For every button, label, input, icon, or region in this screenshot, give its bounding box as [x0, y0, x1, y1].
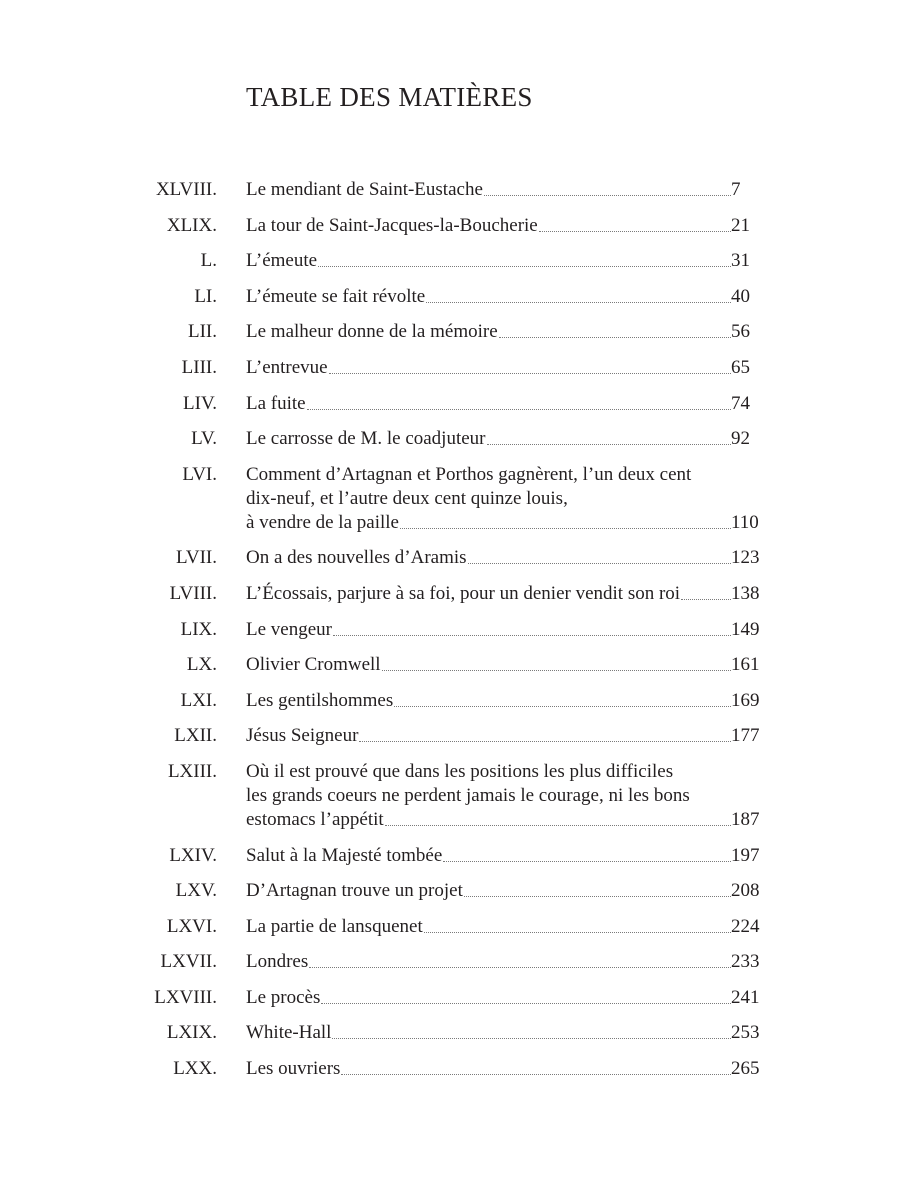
- chapter-title-final-line: [246, 356, 761, 380]
- chapter-title-line: Les gentilshommes: [246, 689, 394, 711]
- chapter-entry-body: [246, 950, 761, 974]
- chapter-numeral: LXIX.: [166, 1022, 217, 1044]
- chapter-title-line: Olivier Cromwell: [246, 654, 381, 676]
- toc-entry: [0, 320, 900, 356]
- dot-leader: [318, 266, 731, 267]
- chapter-numeral: LXVIII.: [154, 986, 217, 1008]
- chapter-numeral: LII.: [187, 321, 217, 343]
- chapter-entry-body: [246, 427, 761, 451]
- chapter-entry-body: [246, 392, 761, 416]
- page-number: 161: [731, 654, 760, 676]
- page-number: 169: [731, 689, 760, 711]
- chapter-numeral: LXIV.: [169, 844, 217, 866]
- toc-entry: [0, 618, 900, 654]
- chapter-title-final-line: [246, 546, 761, 570]
- chapter-numeral: LIV.: [183, 392, 217, 414]
- chapter-title-final-line: [246, 1057, 761, 1081]
- chapter-title-line: Les ouvriers: [246, 1058, 341, 1080]
- chapter-entry-body: [246, 618, 761, 642]
- toc-entry: [0, 582, 900, 618]
- chapter-title-final-line: [246, 653, 761, 677]
- chapter-numeral: LXII.: [174, 725, 217, 747]
- chapter-title-line: dix-neuf, et l’autre deux cent quinze louis,: [246, 487, 568, 509]
- table-of-contents: [0, 178, 900, 1093]
- chapter-title-final-line: [246, 427, 761, 451]
- chapter-entry-body: [246, 249, 761, 273]
- page-number: 21: [731, 214, 750, 236]
- chapter-title-line: Comment d’Artagnan et Porthos gagnèrent, l’un deux cent: [246, 463, 692, 485]
- dot-leader: [394, 706, 731, 707]
- chapter-title-final-line: [246, 511, 761, 535]
- dot-leader: [307, 409, 731, 410]
- toc-entry: [0, 285, 900, 321]
- chapter-title-line: L’Écossais, parjure à sa foi, pour un denier vendit son roi: [246, 582, 681, 604]
- chapter-title-line: à vendre de la paille: [246, 511, 399, 533]
- page-number: 224: [731, 915, 760, 937]
- toc-entry: [0, 356, 900, 392]
- page-number: 138: [731, 582, 760, 604]
- chapter-entry-body: [246, 915, 761, 939]
- chapter-title-line: L’émeute: [246, 250, 318, 272]
- chapter-title-line: Le procès: [246, 986, 321, 1008]
- chapter-numeral: LVII.: [176, 547, 217, 569]
- chapter-title-final-line: [246, 214, 761, 238]
- page-number: 31: [731, 250, 750, 272]
- chapter-title-final-line: [246, 392, 761, 416]
- page-number: 149: [731, 618, 760, 640]
- chapter-entry-body: [246, 320, 761, 344]
- chapter-title-final-line: [246, 915, 761, 939]
- chapter-title-final-line: [246, 724, 761, 748]
- toc-entry: [0, 214, 900, 250]
- chapter-numeral: LXV.: [175, 880, 217, 902]
- chapter-title-line: La tour de Saint-Jacques-la-Boucherie: [246, 214, 538, 236]
- dot-leader: [681, 599, 731, 600]
- chapter-numeral: LX.: [186, 654, 217, 676]
- dot-leader: [382, 670, 731, 671]
- dot-leader: [424, 932, 731, 933]
- chapter-title-line: Salut à la Majesté tombée: [246, 844, 443, 866]
- chapter-title-line: estomacs l’appétit: [246, 808, 384, 830]
- chapter-numeral: LXX.: [173, 1058, 217, 1080]
- chapter-entry-body: [246, 844, 761, 868]
- page-number: 110: [731, 511, 759, 533]
- chapter-title-line: Où il est prouvé que dans les positions les plus difficiles: [246, 760, 674, 782]
- chapter-title-line: Le carrosse de M. le coadjuteur: [246, 428, 486, 450]
- chapter-title-final-line: [246, 950, 761, 974]
- chapter-title-final-line: [246, 689, 761, 713]
- chapter-entry-body: [246, 1021, 761, 1045]
- page-number: 241: [731, 986, 760, 1008]
- chapter-entry-body: [246, 285, 761, 309]
- chapter-title-final-line: [246, 844, 761, 868]
- chapter-title-line: Le malheur donne de la mémoire: [246, 321, 498, 343]
- chapter-title-final-line: [246, 808, 761, 832]
- toc-entry: [0, 546, 900, 582]
- chapter-numeral: LVIII.: [169, 582, 217, 604]
- toc-entry: [0, 653, 900, 689]
- chapter-entry-body: [246, 1057, 761, 1081]
- page-number: 65: [731, 356, 750, 378]
- dot-leader: [400, 528, 731, 529]
- dot-leader: [539, 231, 731, 232]
- chapter-title-final-line: [246, 1021, 761, 1045]
- toc-entry: [0, 249, 900, 285]
- chapter-numeral: XLIX.: [166, 214, 217, 236]
- dot-leader: [484, 195, 731, 196]
- chapter-entry-body: [246, 356, 761, 380]
- toc-entry: [0, 392, 900, 428]
- chapter-title-line: Le vengeur: [246, 618, 332, 640]
- chapter-title-final-line: [246, 618, 761, 642]
- dot-leader: [329, 373, 731, 374]
- chapter-title-final-line: [246, 320, 761, 344]
- chapter-numeral: LXVII.: [160, 951, 217, 973]
- chapter-title-line: L’entrevue: [246, 356, 328, 378]
- page-number: 187: [731, 808, 760, 830]
- page-number: 92: [731, 428, 750, 450]
- chapter-numeral: LIX.: [180, 618, 217, 640]
- chapter-title-line: Jésus Seigneur: [246, 725, 359, 747]
- chapter-entry-body: [246, 724, 761, 748]
- page-number: 233: [731, 951, 760, 973]
- chapter-entry-body: [246, 463, 761, 535]
- dot-leader: [309, 967, 731, 968]
- toc-entry: [0, 986, 900, 1022]
- page-number: 265: [731, 1058, 760, 1080]
- chapter-entry-body: [246, 760, 761, 832]
- dot-leader: [333, 635, 731, 636]
- page-number: 40: [731, 285, 750, 307]
- dot-leader: [464, 896, 731, 897]
- dot-leader: [487, 444, 731, 445]
- chapter-title-line: D’Artagnan trouve un projet: [246, 880, 463, 902]
- page-number: 208: [731, 880, 760, 902]
- chapter-title-line: les grands coeurs ne perdent jamais le courage, ni les bons: [246, 784, 690, 806]
- toc-entry: [0, 915, 900, 951]
- toc-entry: [0, 1057, 900, 1093]
- chapter-title-final-line: [246, 249, 761, 273]
- chapter-title-line: Londres: [246, 951, 309, 973]
- dot-leader: [443, 861, 731, 862]
- chapter-title-final-line: [246, 986, 761, 1010]
- chapter-title-final-line: [246, 285, 761, 309]
- chapter-numeral: LI.: [194, 285, 217, 307]
- dot-leader: [468, 563, 731, 564]
- chapter-title-line: La fuite: [246, 392, 306, 414]
- chapter-title-line: L’émeute se fait révolte: [246, 285, 426, 307]
- page-number: 74: [731, 392, 750, 414]
- chapter-numeral: LV.: [191, 428, 217, 450]
- toc-entry: [0, 463, 900, 547]
- chapter-numeral: LXI.: [180, 689, 217, 711]
- chapter-entry-body: [246, 689, 761, 713]
- toc-entry: [0, 689, 900, 725]
- dot-leader: [332, 1038, 731, 1039]
- toc-entry: [0, 1021, 900, 1057]
- chapter-entry-body: [246, 879, 761, 903]
- page-number: 197: [731, 844, 760, 866]
- toc-entry: [0, 178, 900, 214]
- page-number: 177: [731, 725, 760, 747]
- chapter-numeral: LIII.: [181, 356, 217, 378]
- chapter-title-final-line: [246, 879, 761, 903]
- page-number: 123: [731, 547, 760, 569]
- toc-entry: [0, 724, 900, 760]
- page-number: 253: [731, 1022, 760, 1044]
- chapter-entry-body: [246, 986, 761, 1010]
- dot-leader: [499, 337, 731, 338]
- dot-leader: [341, 1074, 731, 1075]
- chapter-entry-body: [246, 214, 761, 238]
- chapter-entry-body: [246, 546, 761, 570]
- dot-leader: [321, 1003, 731, 1004]
- dot-leader: [426, 302, 731, 303]
- chapter-entry-body: [246, 178, 761, 202]
- chapter-title-line: On a des nouvelles d’Aramis: [246, 547, 467, 569]
- toc-entry: [0, 950, 900, 986]
- dot-leader: [359, 741, 731, 742]
- chapter-title-final-line: [246, 582, 761, 606]
- chapter-numeral: LXIII.: [167, 760, 217, 782]
- chapter-title-line: White-Hall: [246, 1022, 332, 1044]
- chapter-title-line: La partie de lansquenet: [246, 915, 423, 937]
- page-title: TABLE DES MATIÈRES: [246, 82, 533, 112]
- dot-leader: [385, 825, 731, 826]
- chapter-entry-body: [246, 582, 761, 606]
- toc-entry: [0, 879, 900, 915]
- chapter-numeral: LXVI.: [166, 915, 217, 937]
- page-number: 7: [731, 179, 741, 200]
- toc-entry: [0, 760, 900, 844]
- page-number: 56: [731, 321, 750, 343]
- chapter-title-line: Le mendiant de Saint-Eustache: [246, 179, 483, 200]
- toc-entry: [0, 427, 900, 463]
- chapter-entry-body: [246, 653, 761, 677]
- chapter-numeral: LVI.: [182, 463, 217, 485]
- toc-entry: [0, 844, 900, 880]
- chapter-numeral: L.: [200, 250, 217, 272]
- chapter-title-final-line: [246, 178, 761, 202]
- chapter-numeral: XLVIII.: [155, 179, 217, 200]
